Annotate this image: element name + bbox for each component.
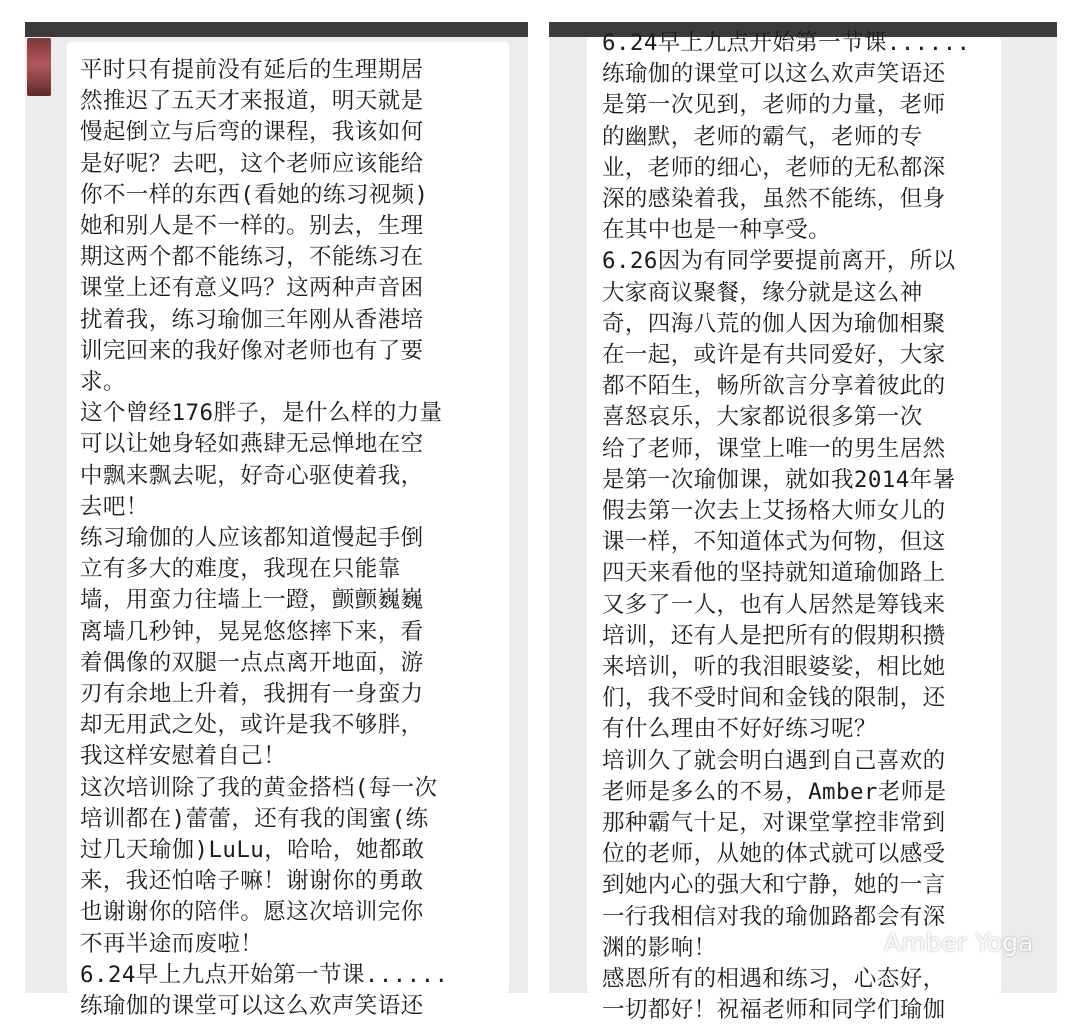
message-line: 刃有余地上升着，我拥有一身蛮力 (80, 681, 424, 708)
message-line: 有什么理由不好好练习呢？ (602, 716, 877, 743)
message-line: 平时只有提前没有延后的生理期居 (80, 57, 424, 83)
message-line: 培训都在)蕾蕾，还有我的闺蜜(练 (80, 805, 429, 832)
message-line: 是好呢？去吧，这个老师应该能给 (80, 150, 424, 177)
message-line: 深的感染着我，虽然不能练，但身 (602, 186, 946, 213)
message-line: 课一样，不知道体式为何物，但这 (602, 529, 946, 556)
message-line: 那种霸气十足，对课堂掌控非常到 (602, 810, 946, 837)
message-line: 的幽默，老师的霸气，老师的专 (602, 123, 923, 150)
message-line: 训完回来的我好像对老师也有了要 (80, 337, 424, 364)
status-bar (25, 22, 528, 37)
message-line: 去吧！ (80, 493, 149, 520)
message-line: 渊的影响！ (602, 934, 717, 961)
message-line: 奇，四海八荒的伽人因为瑜伽相聚 (602, 310, 946, 337)
message-line: 期这两个都不能练习，不能练习在 (80, 244, 424, 271)
message-line: 这个曾经176胖子，是什么样的力量 (80, 400, 443, 427)
message-line: 她和别人是不一样的。别去，生理 (80, 213, 424, 240)
left-chat-screenshot (25, 22, 528, 1020)
message-line: 位的老师，从她的体式就可以感受 (602, 841, 946, 868)
message-line: 可以让她身轻如燕肆无忌惮地在空 (80, 431, 424, 458)
message-line: 给了老师，课堂上唯一的男生居然 (602, 435, 946, 462)
message-line: 一切都好！祝福老师和同学们瑜伽 (602, 997, 946, 1024)
message-line: 老师是多么的不易，Amber老师是 (602, 778, 947, 805)
message-line: 在一起，或许是有共同爱好，大家 (602, 342, 946, 369)
message-line: 在其中也是一种享受。 (602, 217, 832, 244)
message-line: 都不陌生，畅所欲言分享着彼此的 (602, 373, 946, 400)
message-line: 练习瑜伽的人应该都知道慢起手倒 (80, 525, 424, 552)
message-line: 感恩所有的相遇和练习，心态好， (602, 966, 946, 993)
message-line: 练瑜伽的课堂可以这么欢声笑语还 (602, 61, 946, 88)
message-line: 来培训，听的我泪眼婆娑，相比她 (602, 654, 946, 681)
message-line: 培训久了就会明白遇到自己喜欢的 (602, 747, 946, 774)
message-line: 是第一次瑜伽课，就如我2014年暑 (602, 466, 956, 493)
message-line: 大家商议聚餐，缘分就是这么神 (602, 279, 923, 306)
watermark (838, 924, 1033, 960)
message-line: 不再半途而废啦！ (80, 930, 264, 957)
message-line: 也谢谢你的陪伴。愿这次培训完你 (80, 899, 424, 926)
message-line: 到她内心的强大和宁静，她的一言 (602, 872, 946, 899)
message-line: 慢起倒立与后弯的课程，我该如何 (80, 119, 424, 146)
message-line: 过几天瑜伽)LuLu，哈哈，她都敢 (80, 837, 425, 864)
message-line: 练瑜伽的课堂可以这么欢声笑语还 (80, 993, 424, 1020)
message-line: 然推迟了五天才来报道，明天就是 (80, 88, 424, 115)
message-line: 中飘来飘去呢，好奇心驱使着我， (80, 462, 424, 489)
message-line: 是第一次见到，老师的力量，老师 (602, 92, 946, 119)
message-line: 又多了一人，也有人居然是筹钱来 (602, 591, 946, 618)
message-line: 6.24早上九点开始第一节课...... (602, 30, 971, 56)
message-line: 扰着我，练习瑜伽三年刚从香港培 (80, 306, 424, 333)
message-line: 我这样安慰着自己！ (80, 743, 287, 770)
message-line: 6.24早上九点开始第一节课...... (80, 961, 449, 988)
message-bubble[interactable] (587, 30, 1001, 1024)
avatar[interactable] (27, 38, 51, 96)
message-line: 来，我还怕啥子嘛！谢谢你的勇敢 (80, 868, 424, 895)
message-line: 假去第一次去上艾扬格大师女儿的 (602, 498, 946, 525)
message-line: 却无用武之处，或许是我不够胖， (80, 712, 424, 739)
message-line: 着偶像的双腿一点点离开地面，游 (80, 649, 424, 676)
message-text (587, 28, 1001, 1027)
message-line: 喜怒哀乐，大家都说很多第一次 (602, 404, 923, 431)
message-line: 一行我相信对我的瑜伽路都会有深 (602, 903, 946, 930)
message-line: 离墙几秒钟，晃晃悠悠摔下来，看 (80, 618, 424, 645)
message-line: 你不一样的东西(看她的练习视频) (80, 181, 429, 208)
message-line: 们，我不受时间和金钱的限制，还 (602, 685, 946, 712)
message-line: 求。 (80, 369, 126, 396)
message-line: 立有多大的难度，我现在只能靠 (80, 556, 401, 583)
message-line: 培训，还有人是把所有的假期积攒 (602, 622, 946, 649)
message-line: 墙，用蛮力往墙上一蹬，颤颤巍巍 (80, 587, 424, 614)
message-bubble[interactable] (67, 42, 509, 1020)
message-line: 课堂上还有意义吗？这两种声音困 (80, 275, 424, 302)
right-chat-screenshot (549, 22, 1057, 1024)
message-line: 6.26因为有同学要提前离开，所以 (602, 248, 956, 275)
message-line: 四天来看他的坚持就知道瑜伽路上 (602, 560, 946, 587)
message-line: 业，老师的细心，老师的无私都深 (602, 154, 946, 181)
watermark-text: Amber Yoga (884, 927, 1034, 957)
wechat-icon (838, 927, 876, 957)
message-line: 这次培训除了我的黄金搭档(每一次 (80, 774, 438, 801)
message-text (67, 42, 509, 1022)
